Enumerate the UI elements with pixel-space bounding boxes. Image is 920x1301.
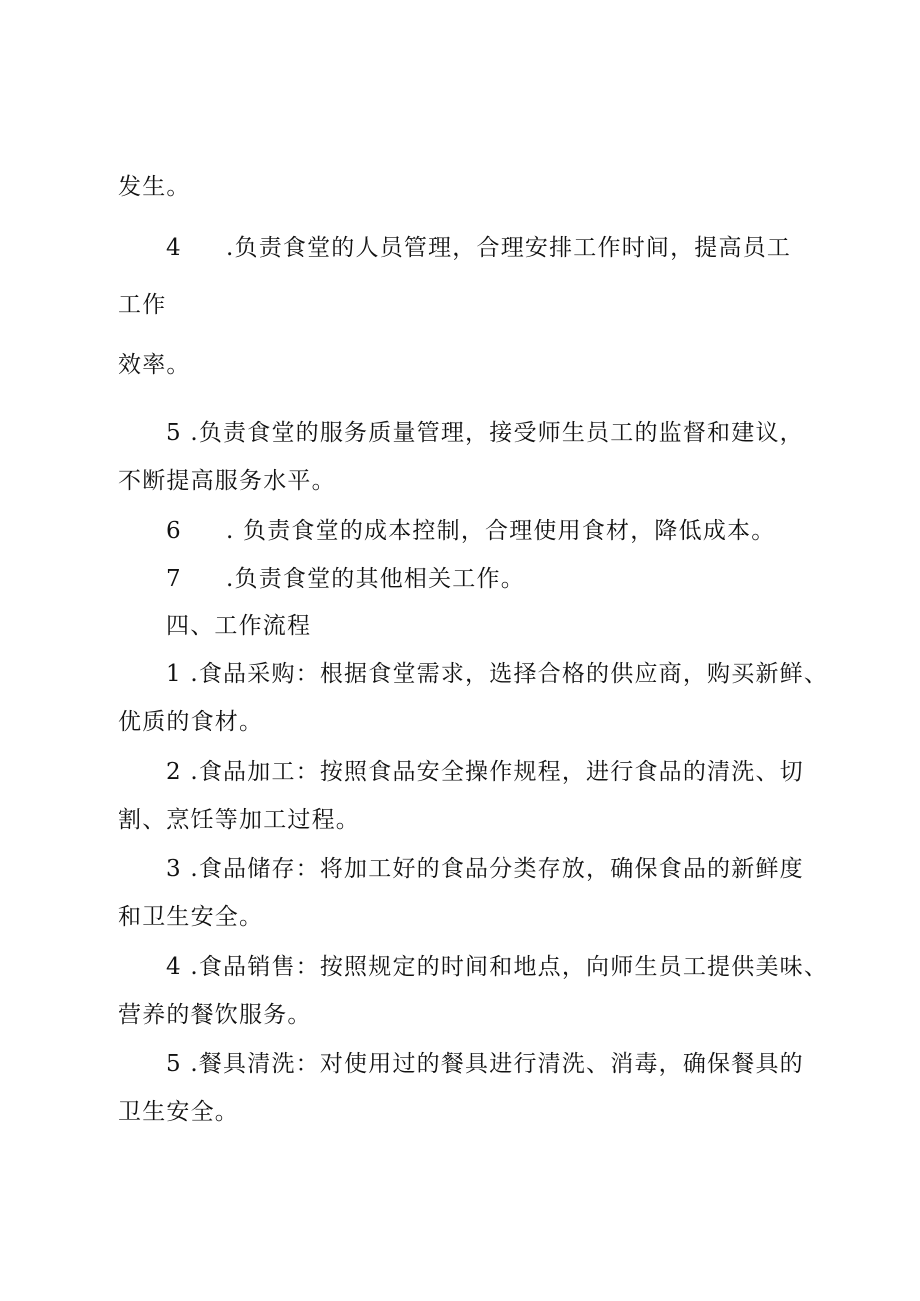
workflow-line: 营养的餐饮服务。 [118, 1002, 312, 1028]
duty-line: . 负责食堂的成本控制，合理使用食材，降低成本。 [226, 518, 776, 544]
workflow-line: 和卫生安全。 [118, 904, 264, 930]
duty-line: 效率。 [118, 352, 191, 378]
duty-line: .负责食堂的人员管理，合理安排工作时间，提高员工 [226, 235, 792, 261]
workflow-line: 3 .食品储存：将加工好的食品分类存放，确保食品的新鲜度 [166, 856, 804, 882]
workflow-line: 优质的食材。 [118, 709, 264, 735]
duty-line: 5 .负责食堂的服务质量管理，接受师生员工的监督和建议， [166, 420, 804, 446]
duty-line: 工作 [118, 292, 167, 318]
section-heading: 四、工作流程 [166, 613, 312, 639]
workflow-line: 4 .食品销售：按照规定的时间和地点，向师生员工提供美味、 [166, 954, 829, 980]
duty-line: .负责食堂的其他相关工作。 [226, 566, 525, 592]
workflow-line: 5 .餐具清洗：对使用过的餐具进行清洗、消毒，确保餐具的 [166, 1051, 804, 1077]
workflow-line: 1 .食品采购：根据食堂需求，选择合格的供应商，购买新鲜、 [166, 661, 829, 687]
workflow-line: 卫生安全。 [118, 1099, 239, 1125]
workflow-line: 2 .食品加工：按照食品安全操作规程，进行食品的清洗、切 [166, 759, 804, 785]
workflow-line: 割、烹饪等加工过程。 [118, 807, 360, 833]
duty-number: 6 [166, 518, 181, 544]
duty-line: 不断提高服务水平。 [118, 468, 336, 494]
duty-number: 7 [166, 566, 181, 592]
duty-number: 4 [166, 235, 181, 261]
continuation-line: 发生。 [118, 174, 191, 200]
